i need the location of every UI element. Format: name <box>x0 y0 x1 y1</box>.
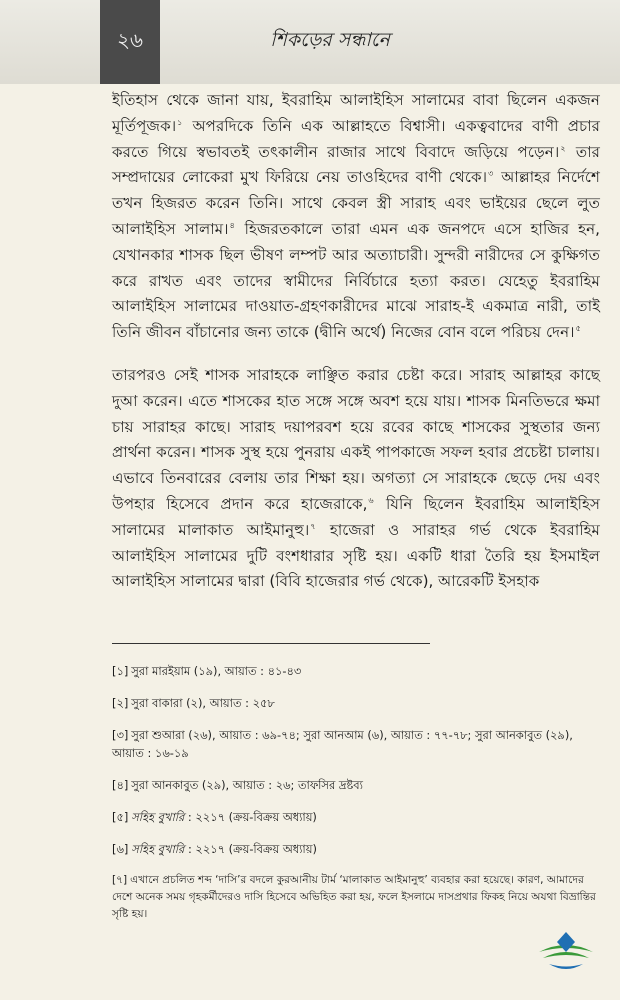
body-text-run: অপরদিকে তিনি এক আল্লাহতে বিশ্বাসী। একত্ববাদের বাণী প্রচার করতে গিয়ে স্বভাবতই তৎকালীন রাজার সাথে বিবাদে জড়িয়ে পড়েন। <box>112 116 600 161</box>
footnote-item <box>112 840 600 858</box>
footnote-marker: ২ <box>560 143 566 153</box>
footnote-marker: ৫ <box>575 324 581 334</box>
footnotes-section <box>112 662 600 937</box>
footnote-label: [১] <box>112 664 129 678</box>
footnote-source-title: সহিহ বুখারি <box>131 810 185 824</box>
publisher-logo-icon <box>535 928 597 974</box>
paragraph-2 <box>112 363 600 595</box>
page-number: ২৬ <box>100 0 160 84</box>
footnote-divider <box>112 643 430 644</box>
footnote-text: : ২২১৭ (ক্রয়-বিক্রয় অধ্যায়) <box>184 842 317 856</box>
footnote-item <box>112 776 600 794</box>
body-text-run: তার সম্প্রদায়ের লোকেরা মুখ ফিরিয়ে নেয় তাওহিদের বাণী থেকে। <box>112 142 601 187</box>
body-text-run: আল্লাহর নির্দেশে তখন হিজরত করেন তিনি। সাথে কেবল স্ত্রী সারাহ এবং ভাইয়ের ছেলে লুত আলাইহিস সালাম। <box>112 168 600 238</box>
body-text-run: হাজেরা ও সারাহর গর্ভ থেকে ইবরাহিম আলাইহিস সালামের দুটি বংশধারার সৃষ্টি হয়। একটি ধারা তৈরি হয় ইসমাইল আলাইহিস সালামের দ্বারা (বিবি হাজেরার গর্ভ থেকে), আরেকটি ইসহাক <box>112 520 600 591</box>
body-text-run: তারপরও সেই শাসক সারাহকে লাঞ্ছিত করার চেষ্টা করে। সারাহ আল্লাহর কাছে দুআ করেন। এতে শাসকের হাত সঙ্গে সঙ্গে অবশ হয়ে যায়। শাসক মিনতিভরে ক্ষমা চায় সারাহর কাছে। সারাহ দয়াপরবশ হয়ে রবের কাছে শাসকের সুস্থতার জন্য প্রার্থনা করেন। শাসক সুস্থ হয়ে পুনরায় একই পাপকাজে সফল হবার প্রচেষ্টা চালায়। এভাবে তিনবারের বেলায় তার শিক্ষা হয়। অগত্যা সে সারাহকে ছেড়ে দেয় এবং উপহার হিসেবে প্রদান করে হাজেরাকে, <box>112 365 600 513</box>
footnote-marker: ১ <box>177 117 183 127</box>
footnote-label: [৪] <box>112 778 129 792</box>
body-text-run: হিজরতকালে তারা এমন এক জনপদে এসে হাজির হন, যেখানকার শাসক ছিল ভীষণ লম্পট আর অত্যাচারী। সুন্দরী নারীদের সে কুক্ষিগত করে রাখত এবং তাদের স্বামীদের নির্বিচারে হত্যা করত। যেহেতু ইবরাহিম আলাইহিস সালামের দাওয়াত-গ্রহণকারীদের মাঝে সারাহ-ই একমাত্র নারী, তাই তিনি জীবন বাঁচানোর জন্য তাকে (দ্বীনি অর্থে) নিজের বোন বলে পরিচয় দেন। <box>112 219 600 342</box>
footnote-item <box>112 662 600 680</box>
footnote-label: [৭] <box>112 874 128 886</box>
footnote-text: সুরা শুআরা (২৬), আয়াত : ৬৯-৭৪; সুরা আনআম (৬), আয়াত : ৭৭-৭৮; সুরা আনকাবুত (২৯), আয়াত : ১৬-১৯ <box>112 728 573 760</box>
footnote-label: [৩] <box>112 728 129 742</box>
footnote-text: সুরা মারইয়াম (১৯), আয়াত : ৪১-৪৩ <box>131 664 302 678</box>
footnote-text: এখানে প্রচলিত শব্দ ‘দাসি’র বদলে কুরআনীয় টার্ম ‘মালাকাত আইমানুহু’ ব্যবহার করা হয়েছে। কারণ, আমাদের দেশে অনেক সময় গৃহকর্মীদেরও দাসি হিসেবে অভিহিত করা হয়, ফলে ইসলামে দাসপ্রথার ফিকহ নিয়ে অযথা বিভ্রান্তির সৃষ্টি হয়। <box>112 874 596 920</box>
body-text-run: ইতিহাস থেকে জানা যায়, ইবরাহিম আলাইহিস সালামের বাবা ছিলেন একজন মূর্তিপূজক। <box>112 91 600 135</box>
footnote-item <box>112 808 600 826</box>
page-header <box>0 0 620 84</box>
footnote-item <box>112 694 600 712</box>
footnote-item <box>112 872 600 923</box>
footnote-marker: ৪ <box>229 220 235 230</box>
running-title: শিকড়ের সন্ধানে <box>270 29 390 51</box>
footnote-item <box>112 726 600 762</box>
paragraph-1 <box>112 88 600 346</box>
footnote-label: [৫] <box>112 810 129 824</box>
footnote-label: [৬] <box>112 842 129 856</box>
footnote-marker: ৩ <box>488 169 494 179</box>
body-text-run: যিনি ছিলেন ইবরাহিম আলাইহিস সালামের মালাকাত আইমানুহু। <box>112 494 600 539</box>
footnote-text: : ২২১৭ (ক্রয়-বিক্রয় অধ্যায়) <box>184 810 317 824</box>
footnote-source-title: সহিহ বুখারি <box>131 842 185 856</box>
footnote-text: সুরা আনকাবুত (২৯), আয়াত : ২৬; তাফসির দ্রষ্টব্য <box>131 778 363 792</box>
footnote-marker: ৭ <box>310 521 316 531</box>
body-text <box>112 88 600 595</box>
footnote-marker: ৬ <box>368 495 374 505</box>
footnote-text: সুরা বাকারা (২), আয়াত : ২৫৮ <box>131 696 275 710</box>
footnote-label: [২] <box>112 696 129 710</box>
